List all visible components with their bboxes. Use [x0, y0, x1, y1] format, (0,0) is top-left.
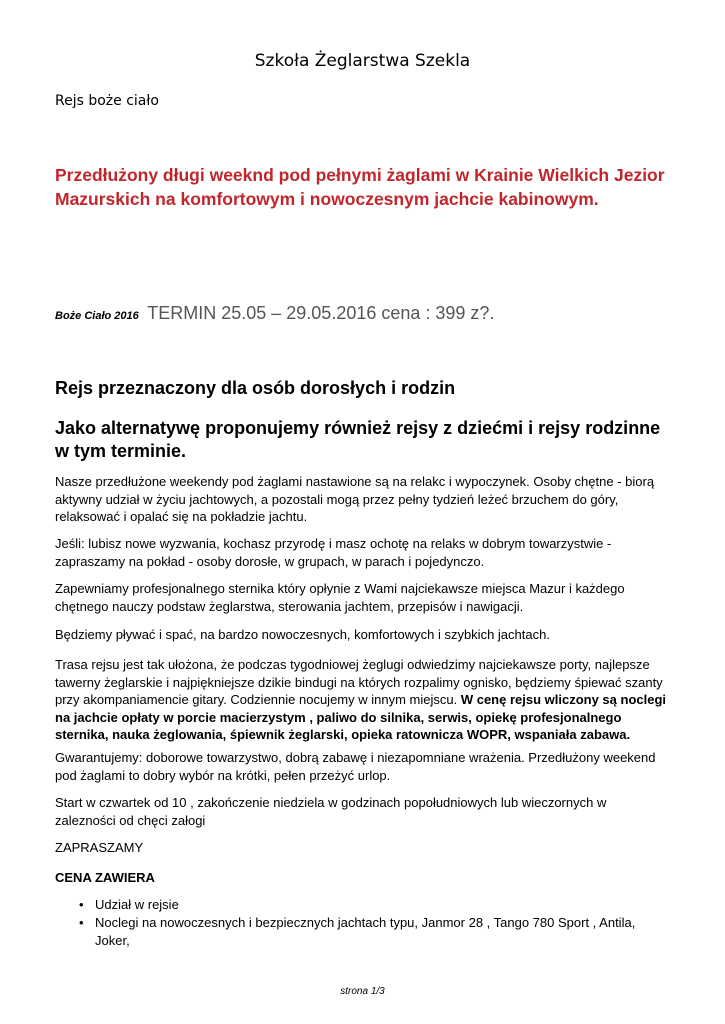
price-includes-list	[55, 896, 670, 950]
paragraph-yachts: Będziemy pływać i spać, na bardzo nowoczesnych, komfortowych i szybkich jachtach.	[55, 627, 550, 642]
paragraph-guarantee: Gwarantujemy: doborowe towarzystwo, dobrą zabawę i niezapomniane wrażenia. Przedłużony weekend pod żaglami to dobry wybór na krótki, pełen przeżyć urlop.	[55, 750, 656, 783]
paragraph-relax: Nasze przedłużone weekendy pod żaglami nastawione są na relakc i wypoczynek. Osoby chętne - biorą aktywny udział w życiu jachtowych, a pozostali mogą przez pełny tydzień leżeć brzuchem do góry, relaksować i opalać się na pokładzie jachtu.	[55, 474, 655, 524]
headline: Przedłużony długi weeknd pod pełnymi żaglami w Krainie Wielkich Jezior Mazurskich na komfortowym i nowoczesnym jachcie kabinowym.	[55, 165, 665, 209]
paragraph-route	[55, 656, 670, 744]
paragraph-skipper: Zapewniamy profesjonalnego sternika który opłynie z Wami najciekawsze miejsca Mazur i każdego chętnego nauczy podstaw żeglarstwa, sterowania jachtem, przepisów i nawigacji.	[55, 581, 625, 614]
list-item-text: Noclegi na nowoczesnych i bezpiecznych jachtach typu, Janmor 28 , Tango 780 Sport , Antila, Joker,	[95, 915, 636, 948]
paragraph-invite: ZAPRASZAMY	[55, 840, 144, 855]
page-footer: strona 1/3	[340, 986, 385, 997]
page-subtitle: Rejs boże ciało	[55, 93, 159, 109]
termin-text: TERMIN 25.05 – 29.05.2016 cena : 399 z?.	[147, 303, 495, 323]
bullet-glyph: •	[79, 915, 84, 930]
list-item-text: Udział w rejsie	[95, 897, 179, 912]
bullet-glyph: •	[79, 897, 84, 912]
termin-row	[55, 303, 494, 324]
paragraph-start: Start w czwartek od 10 , zakończenie niedziela w godzinach popołudniowych lub wieczornych w zalezności od chęci załogi	[55, 795, 607, 828]
list-item	[55, 896, 670, 914]
price-includes-text: W cenę rejsu wliczony są noclegi na jachcie opłaty w porcie macierzystym , paliwo do silnika, serwis, opiekę profesjonalnego sternika, nauka żeglowania, śpiewnik żeglarski, opieka ratownicza WOPR, wspaniała zabawa.	[55, 692, 667, 742]
site-title: Szkoła Żeglarstwa Szekla	[254, 51, 471, 71]
heading-adults: Rejs przeznaczony dla osób dorosłych i rodzin	[55, 378, 456, 398]
list-item	[55, 914, 670, 950]
price-includes-heading: CENA ZAWIERA	[55, 870, 155, 885]
termin-label: Boże Ciało 2016	[55, 310, 139, 322]
paragraph-invitation: Jeśli: lubisz nowe wyzwania, kochasz przyrodę i masz ochotę na relaks w dobrym towarzystwie - zapraszamy na pokład - osoby dorosłe, w grupach, w parach i pojedynczo.	[55, 536, 612, 569]
heading-alternative: Jako alternatywę proponujemy również rejsy z dziećmi i rejsy rodzinne w tym terminie.	[55, 418, 661, 461]
route-text: Trasa rejsu jest tak ułożona, że podczas tygodniowej żeglugi odwiedzimy najciekawsze porty, najlepsze tawerny żeglarskie i najpiękniejsze dzikie bindugi na których rozpalimy ognisko, będziemy śpiewać szanty przy akompaniamencie gitary. Codziennie nocujemy w innym miejscu.	[55, 657, 663, 707]
